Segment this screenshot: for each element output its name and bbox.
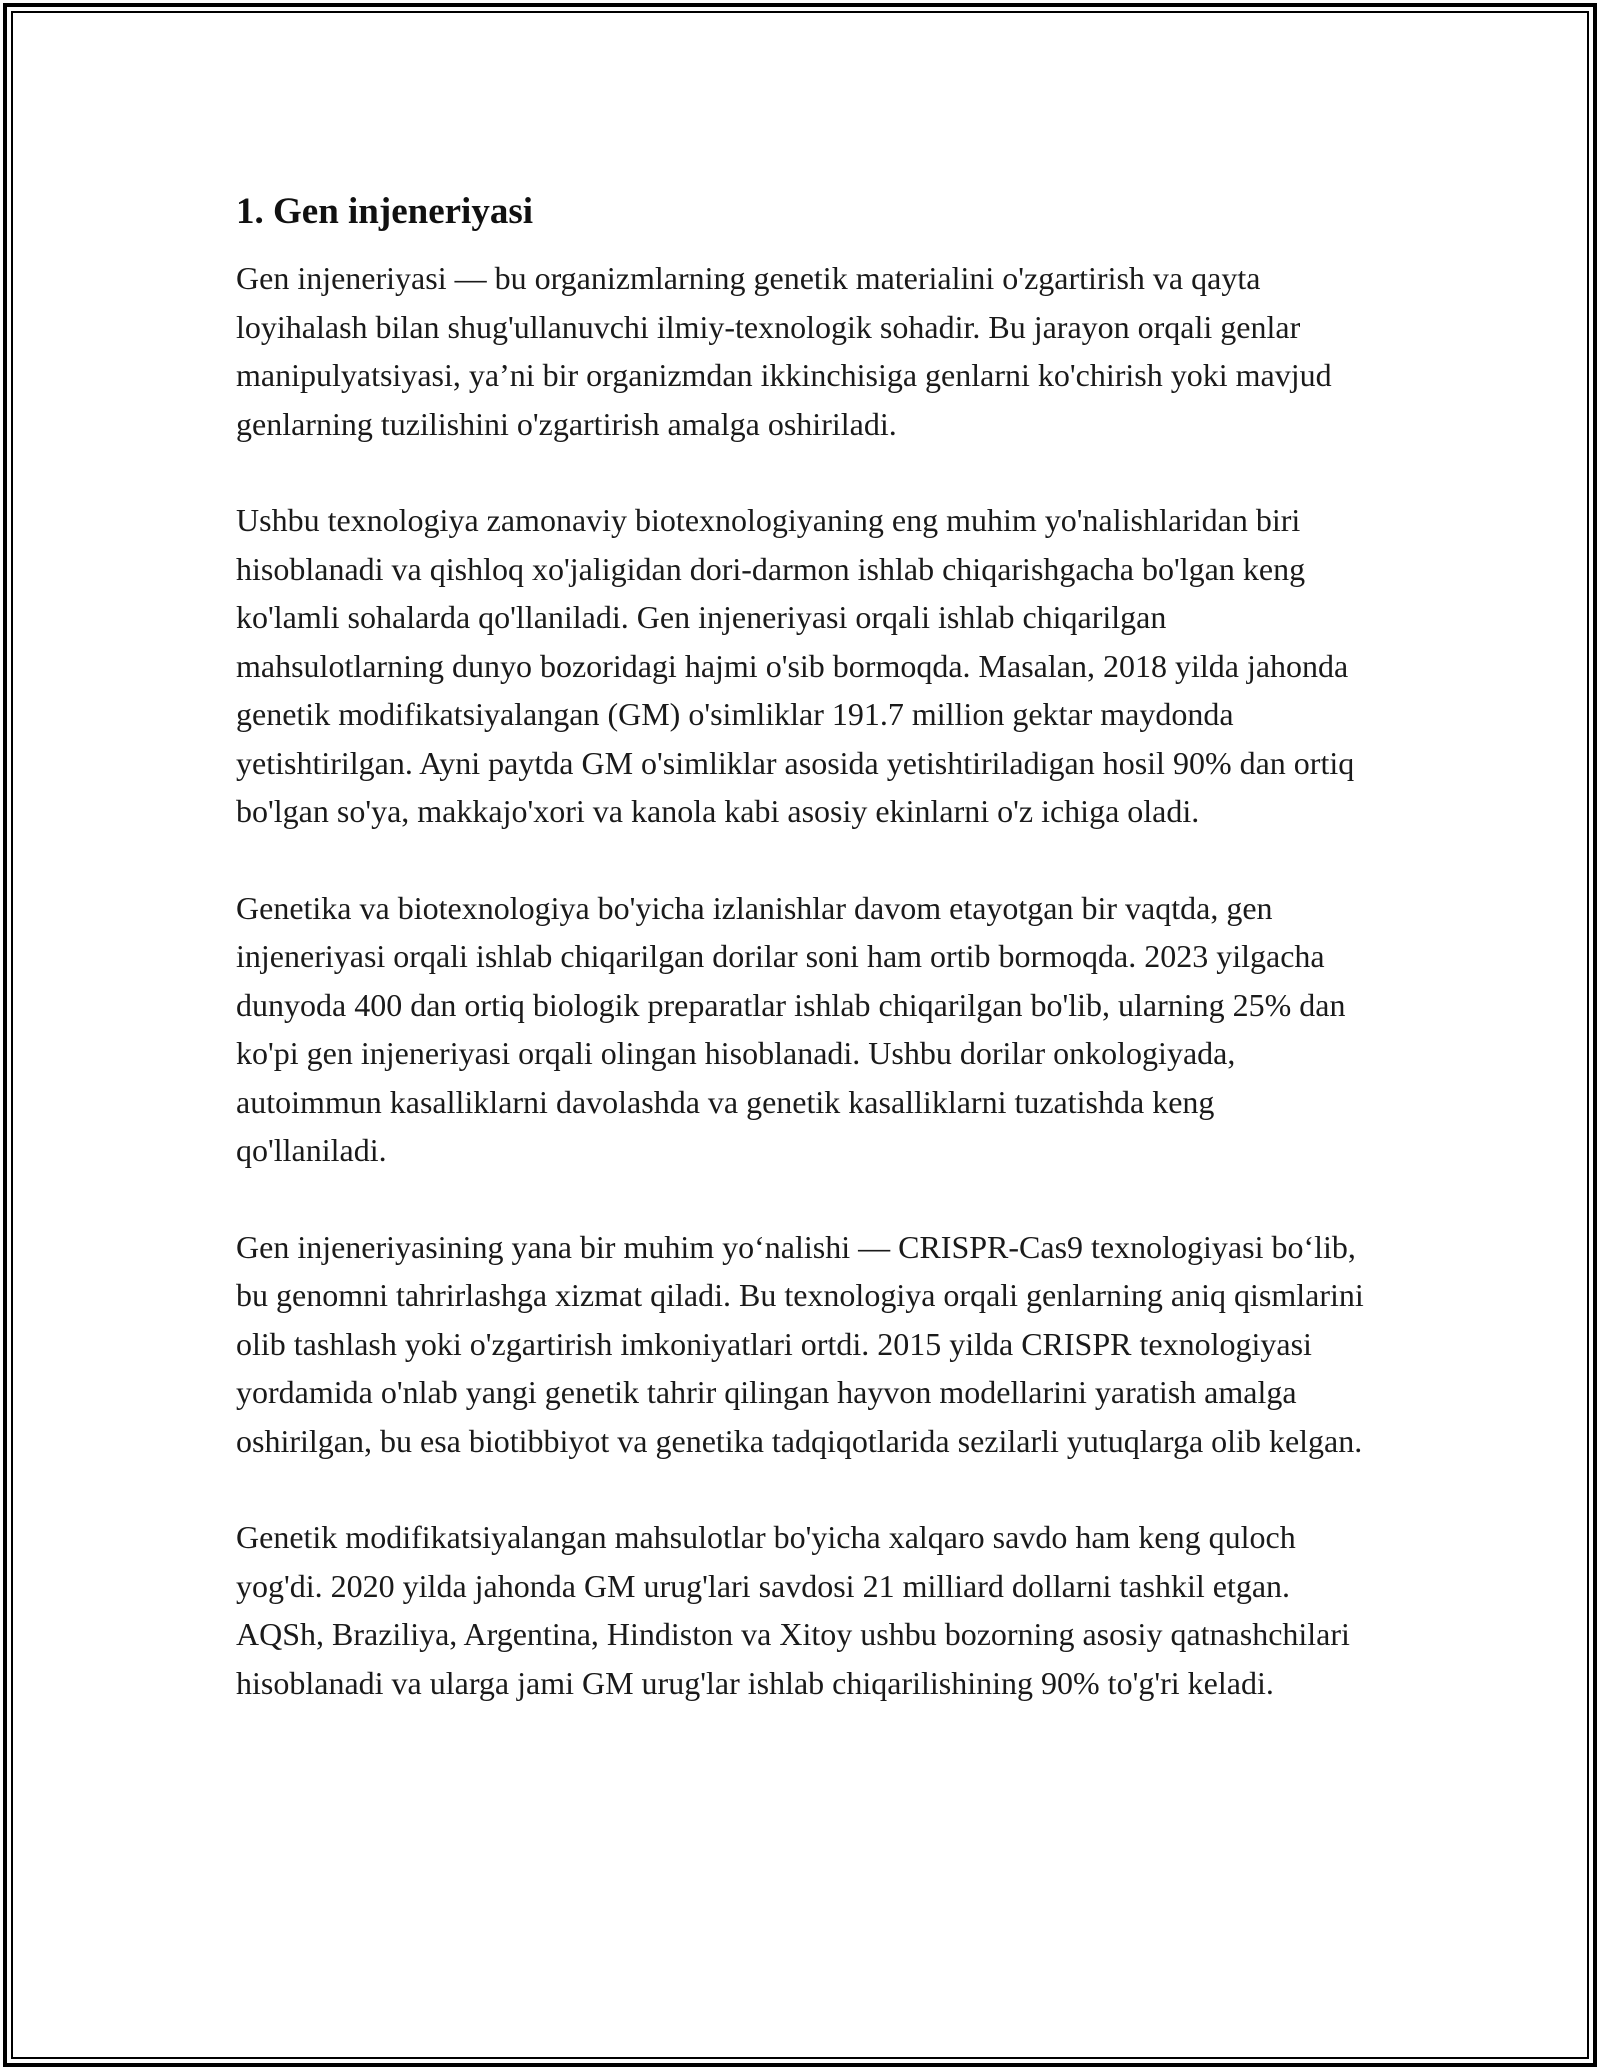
- paragraph-medicines: Genetika va biotexnologiya bo'yicha izlanishlar davom etayotgan bir vaqtda, gen injeneriyasi orqali ishlab chiqarilgan dorilar soni ham ortib bormoqda. 2023 yilgacha dunyoda 400 dan ortiq biologik preparatlar ishlab chiqarilgan bo'lib, ularning 25% dan ko'pi gen injeneriyasi orqali olingan hisoblanadi. Ushbu dorilar onkologiyada, autoimmun kasalliklarni davolashda va genetik kasalliklarni tuzatishda keng qo'llaniladi.: [236, 889, 1346, 1168]
- document-body: [236, 188, 1366, 1755]
- paragraph-crispr: Gen injeneriyasining yana bir muhim yo‘nalishi — CRISPR-Cas9 texnologiyasi bo‘lib, bu genomni tahrirlashga xizmat qiladi. Bu texnologiya orqali genlarning aniq qismlarini olib tashlash yoki o'zgartirish imkoniyatlari ortdi. 2015 yilda CRISPR texnologiyasi yordamida o'nlab yangi genetik tahrir qilingan hayvon modellarini yaratish amalga oshirilgan, bu esa biotibbiyot va genetika tadqiqotlarida sezilarli yutuqlarga olib kelgan.: [236, 1228, 1364, 1459]
- paragraph-intro: Gen injeneriyasi — bu organizmlarning genetik materialini o'zgartirish va qayta loyihalash bilan shug'ullanuvchi ilmiy-texnologik sohadir. Bu jarayon orqali genlar manipulyatsiyasi, ya’ni bir organizmdan ikkinchisiga genlarni ko'chirish yoki mavjud genlarning tuzilishini o'zgartirish amalga oshiriladi.: [236, 260, 1332, 442]
- paragraph-applications: Ushbu texnologiya zamonaviy biotexnologiyaning eng muhim yo'nalishlaridan biri hisoblanadi va qishloq xo'jaligidan dori-darmon ishlab chiqarishgacha bo'lgan keng ko'lamli sohalarda qo'llaniladi. Gen injeneriyasi orqali ishlab chiqarilgan mahsulotlarning dunyo bozoridagi hajmi o'sib bormoqda. Masalan, 2018 yilda jahonda genetik modifikatsiyalangan (GM) o'simliklar 191.7 million gektar maydonda yetishtirilgan. Ayni paytda GM o'simliklar asosida yetishtiriladigan hosil 90% dan ortiq bo'lgan so'ya, makkajo'xori va kanola kabi asosiy ekinlarni o'z ichiga oladi.: [236, 502, 1355, 829]
- section-heading: 1. Gen injeneriyasi: [236, 191, 534, 232]
- paragraph-trade: Genetik modifikatsiyalangan mahsulotlar bo'yicha xalqaro savdo ham keng quloch yog'di. 2020 yilda jahonda GM urug'lari savdosi 21 milliard dollarni tashkil etgan. AQSh, Braziliya, Argentina, Hindiston va Xitoy ushbu bozorning asosiy qatnashchilari hisoblanadi va ularga jami GM urug'lar ishlab chiqarilishining 90% to'g'ri keladi.: [236, 1519, 1350, 1701]
